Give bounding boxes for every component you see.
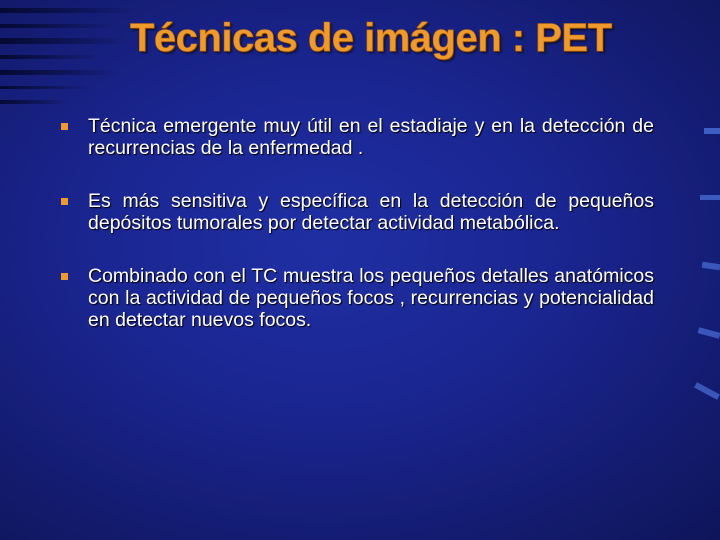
bullet-text: Es más sensitiva y específica en la detección de pequeños depósitos tumorales por detectar actividad metabólica. — [88, 190, 654, 234]
bullet-item — [60, 264, 654, 331]
bullet-item — [60, 189, 654, 234]
square-bullet-icon — [60, 189, 88, 213]
bullet-text: Técnica emergente muy útil en el estadiaje y en la detección de recurrencias de la enfermedad . — [88, 115, 654, 159]
bullet-item — [60, 114, 654, 159]
bullet-text: Combinado con el TC muestra los pequeños detalles anatómicos con la actividad de pequeños focos , recurrencias y potencialidad en detectar nuevos focos. — [88, 265, 654, 331]
square-bullet-icon — [60, 264, 88, 288]
square-bullet-icon — [60, 114, 88, 138]
decorative-streaks-left — [0, 0, 140, 120]
decorative-streaks-right — [680, 0, 720, 540]
bullet-list — [60, 114, 654, 361]
slide-title: Técnicas de imágen : PET — [130, 16, 612, 60]
